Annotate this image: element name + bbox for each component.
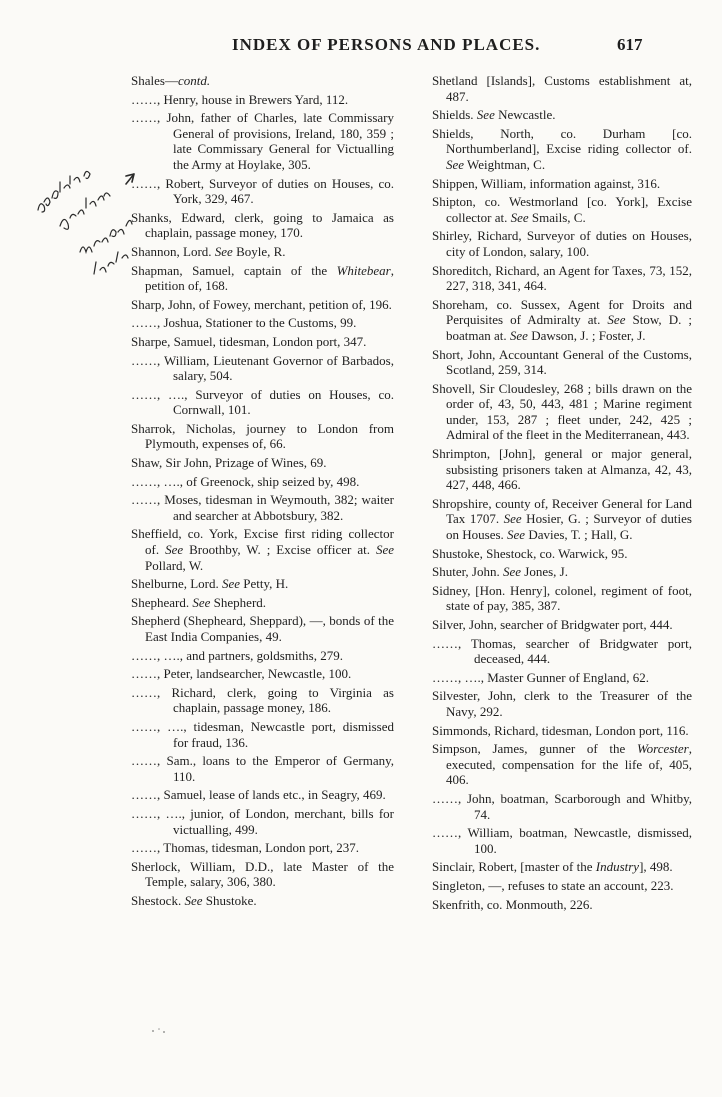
index-subentry: ……, Robert, Surveyor of duties on Houses, co. York, 329, 467.: [131, 175, 394, 207]
index-entry: Shustoke, Shestock, co. Warwick, 95.: [432, 545, 628, 561]
speck-icon: [150, 1025, 170, 1037]
index-entry: Shipton, co. Westmorland [co. York], Excise collector at. See Smails, C.: [432, 194, 692, 225]
index-entry: Sinclair, Robert, [master of the Industry], 498.: [432, 859, 673, 875]
index-entry: Skenfrith, co. Monmouth, 226.: [432, 896, 593, 912]
index-entry: Sharp, John, of Fowey, merchant, petition of, 196.: [131, 296, 392, 312]
index-entry: Sidney, [Hon. Henry], colonel, regiment of foot, state of pay, 385, 387.: [432, 582, 692, 614]
index-entry: Shropshire, county of, Receiver General for Land Tax 1707. See Hosier, G. ; Surveyor of duties on Houses. See Davies, T. ; Hall, G.: [432, 495, 692, 543]
index-entry: Simpson, James, gunner of the Worcester, executed, compensation for the life of, 405, 406.: [432, 741, 692, 788]
index-entry: Shaw, Sir John, Prizage of Wines, 69.: [131, 455, 327, 471]
scan-speck-marks: [150, 1024, 170, 1036]
index-subentry: ……, Samuel, lease of lands etc., in Seagry, 469.: [131, 787, 386, 803]
index-entry: Shannon, Lord. See Boyle, R.: [131, 243, 286, 259]
index-subentry: ……, …., Master Gunner of England, 62.: [432, 669, 649, 685]
index-subentry: ……, Thomas, searcher of Bridgwater port, deceased, 444.: [432, 635, 692, 667]
index-entry: Sherlock, William, D.D., late Master of the Temple, salary, 306, 380.: [131, 858, 394, 890]
index-entry: Shrimpton, [John], general or major general, subsisting prisoners taken at Almanza, 42, 43, 427, 448, 466.: [432, 446, 692, 493]
index-subentry: ……, William, boatman, Newcastle, dismissed, 100.: [432, 825, 692, 856]
index-entry: Short, John, Accountant General of the Customs, Scotland, 259, 314.: [432, 346, 692, 378]
index-entry: Shoreham, co. Sussex, Agent for Droits and Perquisites of Admiralty at. See Stow, D. ; boatman at. See Dawson, J. ; Foster, J.: [432, 296, 692, 343]
index-subentry: ……, …., tidesman, Newcastle port, dismissed for fraud, 136.: [131, 718, 394, 750]
index-entry: Shetland [Islands], Customs establishment at, 487.: [432, 73, 692, 104]
page-number: 617: [617, 35, 643, 54]
index-entry: Shuter, John. See Jones, J.: [432, 564, 568, 580]
index-subentry: ……, Peter, landsearcher, Newcastle, 100.: [131, 666, 352, 682]
index-entry: Shovell, Sir Cloudesley, 268 ; bills drawn on the order of, 43, 50, 443, 481 ; Marine regiment under, 153, 287 ; fleet under, 242, 425 ; Admiral of the fleet in the Mediterranean, 443.: [432, 380, 692, 443]
running-title: INDEX OF PERSONS AND PLACES.: [232, 35, 541, 54]
index-entry: Silvester, John, clerk to the Treasurer of the Navy, 292.: [432, 688, 692, 719]
index-subentry: ……, …., and partners, goldsmiths, 279.: [131, 647, 343, 663]
index-entry: Silver, John, searcher of Bridgwater port, 444.: [432, 617, 673, 632]
index-entry: Singleton, —, refuses to state an account, 223.: [432, 877, 674, 893]
index-subentry: ……, …., of Greenock, ship seized by, 498.: [131, 473, 360, 489]
handwritten-annotation-icon: [30, 140, 140, 280]
index-subentry: ……, Richard, clerk, going to Virginia as chaplain, passage money, 186.: [131, 684, 394, 716]
index-subentry: ……, …., Surveyor of duties on Houses, co. Cornwall, 101.: [131, 386, 394, 418]
index-subentry: ……, Sam., loans to the Emperor of Germany, 110.: [131, 753, 394, 784]
index-subentry: ……, Henry, house in Brewers Yard, 112.: [131, 91, 349, 107]
index-entry: Shales—contd.: [131, 73, 211, 88]
index-entry: Shapman, Samuel, captain of the Whitebear, petition of, 168.: [131, 262, 394, 294]
index-subentry: ……, John, father of Charles, late Commissary General of provisions, Ireland, 180, 359 ; late Commissary General for Victualling the Army at Hoylake, 305.: [131, 110, 394, 172]
index-column-left: [131, 73, 394, 912]
index-subentry: ……, Joshua, Stationer to the Customs, 99.: [131, 315, 357, 331]
index-subentry: ……, Moses, tidesman in Weymouth, 382; waiter and searcher at Abbotsbury, 382.: [131, 492, 394, 523]
index-subentry: ……, John, boatman, Scarborough and Whitby, 74.: [432, 790, 692, 822]
index-entry: Simmonds, Richard, tidesman, London port, 116.: [432, 722, 689, 738]
index-entry: Shippen, William, information against, 316.: [432, 175, 661, 191]
index-entry: Sharrok, Nicholas, journey to London from Plymouth, expenses of, 66.: [131, 420, 394, 452]
index-entry: Shanks, Edward, clerk, going to Jamaica as chaplain, passage money, 170.: [131, 209, 394, 241]
index-entry: Shestock. See Shustoke.: [131, 892, 257, 908]
index-entry: Sharpe, Samuel, tidesman, London port, 347.: [131, 333, 367, 349]
index-column-right: [432, 73, 692, 915]
index-entry: Shepheard. See Shepherd.: [131, 594, 267, 610]
index-entry: Sheffield, co. York, Excise first riding collector of. See Broothby, W. ; Excise officer at. See Pollard, W.: [131, 526, 394, 573]
index-entry: Shepherd (Shepheard, Sheppard), —, bonds of the East India Companies, 49.: [131, 613, 394, 644]
index-entry: Shields. See Newcastle.: [432, 107, 556, 123]
index-subentry: ……, Thomas, tidesman, London port, 237.: [131, 840, 359, 856]
index-entry: Shields, North, co. Durham [co. Northumberland], Excise riding collector of. See Weightman, C.: [432, 125, 692, 172]
handwritten-marginal-note: [30, 140, 140, 280]
index-subentry: ……, …., junior, of London, merchant, bills for victualling, 499.: [131, 805, 394, 837]
index-subentry: ……, William, Lieutenant Governor of Barbados, salary, 504.: [131, 352, 394, 384]
index-entry: Shelburne, Lord. See Petty, H.: [131, 576, 289, 592]
index-entry: Shirley, Richard, Surveyor of duties on Houses, city of London, salary, 100.: [432, 228, 692, 259]
running-header: [0, 35, 722, 59]
index-entry: Shoreditch, Richard, an Agent for Taxes, 73, 152, 227, 318, 341, 464.: [432, 262, 692, 294]
